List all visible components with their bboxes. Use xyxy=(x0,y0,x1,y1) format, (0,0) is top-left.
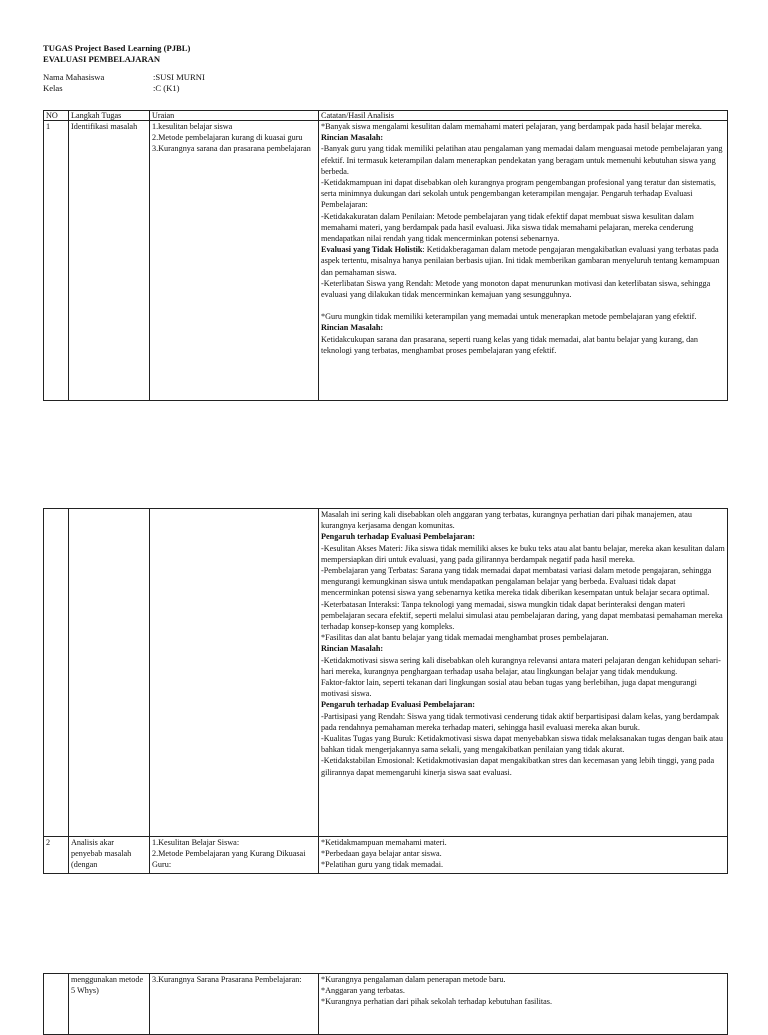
document-title: TUGAS Project Based Learning (PJBL) xyxy=(43,43,191,53)
note-paragraph: -Ketidakakuratan dalam Penilaian: Metode pembelajaran yang tidak efektif dapat membuat siswa kesulitan dalam memahami materi, yang berdampak pada hasil evaluasi. Jika siswa tidak memahami pelajaran, mereka cenderung mendapatkan nilai rendah yang tidak mencerminkan potensi sebenarnya. xyxy=(321,211,694,244)
note-paragraph: -Partisipasi yang Rendah: Siswa yang tidak termotivasi cenderung tidak aktif berpartisipasi dalam kelas, yang berdampak pada rendahnya pemahaman mereka terhadap materi, sehingga hasil evaluasi mereka akan buruk. xyxy=(321,711,720,732)
header-step: Langkah Tugas xyxy=(69,111,150,121)
note-paragraph: *Guru mungkin tidak memiliki keterampilan yang memadai untuk menerapkan metode pembelajaran yang efektif. xyxy=(321,312,697,322)
note-heading: Rincian Masalah: xyxy=(321,644,384,654)
row-notes xyxy=(319,837,728,874)
table-row xyxy=(44,974,728,1035)
uraian-item: 2.Metode Pembelajaran yang Kurang Dikuasai Guru: xyxy=(152,849,306,870)
student-info xyxy=(43,72,205,94)
row-step: Identifikasi masalah xyxy=(69,121,150,401)
analysis-table xyxy=(43,110,728,401)
class-value: :C (K1) xyxy=(153,83,180,93)
name-label: Nama Mahasiswa xyxy=(43,72,105,82)
document-subtitle: EVALUASI PEMBELAJARAN xyxy=(43,53,161,64)
class-label: Kelas xyxy=(43,83,63,93)
row-uraian xyxy=(150,974,319,1035)
row-notes xyxy=(319,509,728,837)
row-uraian xyxy=(150,837,319,874)
table-row xyxy=(44,837,728,874)
note-paragraph: -Keterlibatan Siswa yang Rendah: Metode yang monoton dapat menurunkan motivasi dan keterlibatan siswa, sehingga evaluasi yang dilakukan tidak mencerminkan kemajuan yang sesungguhnya. xyxy=(321,278,711,300)
note-paragraph: *Kurangnya pengalaman dalam penerapan metode baru. xyxy=(321,975,506,984)
note-paragraph: *Kurangnya perhatian dari pihak sekolah terhadap kebutuhan fasilitas. xyxy=(321,997,552,1007)
note-paragraph: -Ketidakmotivasi siswa sering kali disebabkan oleh kurangnya relevansi antara materi pelajaran dengan kehidupan sehari-hari mereka, kurangnya penghargaan terhadap usaha belajar, atau lingkungan belajar yang tidak mendukung. xyxy=(321,655,721,676)
note-paragraph: *Pelatihan guru yang tidak memadai. xyxy=(321,860,444,870)
row-notes xyxy=(319,974,728,1035)
uraian-item: 3.Kurangnya Sarana Prasarana Pembelajaran: xyxy=(152,975,302,984)
note-paragraph: Ketidakcukupan sarana dan prasarana, seperti ruang kelas yang tidak memadai, alat bantu belajar yang kurang, dan teknologi yang terbatas, menghambat proses pembelajaran yang efektif. xyxy=(321,334,698,355)
note-heading: Pengaruh terhadap Evaluasi Pembelajaran: xyxy=(321,700,475,710)
note-paragraph: -Ketidakstabilan Emosional: Ketidakmotivasian dapat mengakibatkan stres dan kecemasan yang lebih tinggi, yang pada gilirannya dapat memengaruhi kinerja siswa saat evaluasi. xyxy=(321,756,715,777)
note-heading: Rincian Masalah: xyxy=(321,133,384,143)
table-header-row xyxy=(44,111,728,121)
note-heading: Pengaruh terhadap Evaluasi Pembelajaran: xyxy=(321,532,475,542)
note-paragraph: -Ketidakmampuan ini dapat disebabkan oleh kurangnya program pengembangan profesional yang teratur dan sistematis, serta minimnya dukungan dari sekolah untuk pengembangan keterampilan mengajar. Pengaruh terhadap Evaluasi Pembelajaran: xyxy=(321,178,716,210)
note-paragraph: *Ketidakmampuan memahami materi. xyxy=(321,838,447,847)
note-heading: Rincian Masalah: xyxy=(321,323,384,333)
document-header xyxy=(43,43,190,64)
note-heading: Evaluasi yang Tidak Holistik xyxy=(321,245,423,255)
note-paragraph: -Banyak guru yang tidak memiliki pelatihan atau pengalaman yang memadai dalam menguasai metode pembelajaran yang efektif. Ini termasuk keterampilan dalam menerapkan pendekatan yang beragam untuk memenuhi kebutuhan siswa yang berbeda. xyxy=(321,144,723,176)
row-notes xyxy=(319,121,728,401)
note-paragraph: Masalah ini sering kali disebabkan oleh anggaran yang terbatas, kurangnya perhatian dari pihak manajemen, atau kurangnya kerjasama dengan komunitas. xyxy=(321,510,693,531)
note-paragraph: Faktor-faktor lain, seperti tekanan dari lingkungan sosial atau beban tugas yang berlebihan, juga dapat mengurangi motivasi siswa. xyxy=(321,678,697,699)
row-number: 1 xyxy=(44,121,69,401)
uraian-item: 3.Kurangnya sarana dan prasarana pembelajaran xyxy=(152,144,311,154)
header-uraian: Uraian xyxy=(150,111,319,121)
note-paragraph: : Ketidakberagaman dalam metode pengajaran mengakibatkan evaluasi yang terbatas pada aspek tertentu, misalnya hanya penilaian berbasis ujian. Ini tidak memberikan gambaran menyeluruh tentang kemampuan dan pemahaman siswa. xyxy=(321,245,720,277)
header-no: NO xyxy=(44,111,69,121)
analysis-table-continued-2 xyxy=(43,973,728,1035)
row-number: 2 xyxy=(44,837,69,874)
row-step: Analisis akar penyebab masalah (dengan xyxy=(69,837,150,874)
note-paragraph: *Banyak siswa mengalami kesulitan dalam memahami materi pelajaran, yang berdampak pada hasil belajar mereka. xyxy=(321,122,702,131)
row-step: menggunakan metode 5 Whys) xyxy=(69,974,150,1035)
name-value: :SUSI MURNI xyxy=(153,72,205,82)
note-paragraph: -Kesulitan Akses Materi: Jika siswa tidak memiliki akses ke buku teks atau alat bantu belajar, mereka akan kesulitan dalam mempersiapkan diri untuk evaluasi, yang pada gilirannya berdampak negatif pada hasil mereka. xyxy=(321,543,725,564)
uraian-item: 1.kesulitan belajar siswa xyxy=(152,122,233,131)
note-paragraph: -Keterbatasan Interaksi: Tanpa teknologi yang memadai, siswa mungkin tidak dapat berinteraksi dengan materi pembelajaran secara efektif, seperti melalui simulasi atau pembelajaran daring, yang dapat membatasi pemahaman mereka terhadap konsep-konsep yang kompleks. xyxy=(321,599,723,632)
analysis-table-continued xyxy=(43,508,728,874)
note-paragraph: *Perbedaan gaya belajar antar siswa. xyxy=(321,849,442,859)
note-paragraph: -Kualitas Tugas yang Buruk: Ketidakmotivasi siswa dapat menyebabkan siswa tidak melaksanakan tugas dengan baik atau bahkan tidak mengerjakannya sama sekali, yang mengakibatkan penilaian yang tidak akurat. xyxy=(321,734,724,755)
row-uraian xyxy=(150,121,319,401)
note-paragraph: -Pembelajaran yang Terbatas: Sarana yang tidak memadai dapat membatasi variasi dalam metode pengajaran, sehingga mengurangi kemungkinan siswa untuk mendapatkan pengalaman belajar yang berbeda. Evaluasi tidak dapat mencerminkan potensi siswa yang sebenarnya ketika mereka tidak diberikan kesempatan untuk belajar secara optimal. xyxy=(321,566,712,598)
header-notes: Catatan/Hasil Analisis xyxy=(319,111,728,121)
table-row xyxy=(44,121,728,401)
note-paragraph: *Anggaran yang terbatas. xyxy=(321,986,405,996)
uraian-item: 1.Kesulitan Belajar Siswa: xyxy=(152,838,240,847)
note-paragraph: *Fasilitas dan alat bantu belajar yang tidak memadai menghambat proses pembelajaran. xyxy=(321,633,609,643)
uraian-item: 2.Metode pembelajaran kurang di kuasai guru xyxy=(152,133,303,143)
table-row xyxy=(44,509,728,837)
